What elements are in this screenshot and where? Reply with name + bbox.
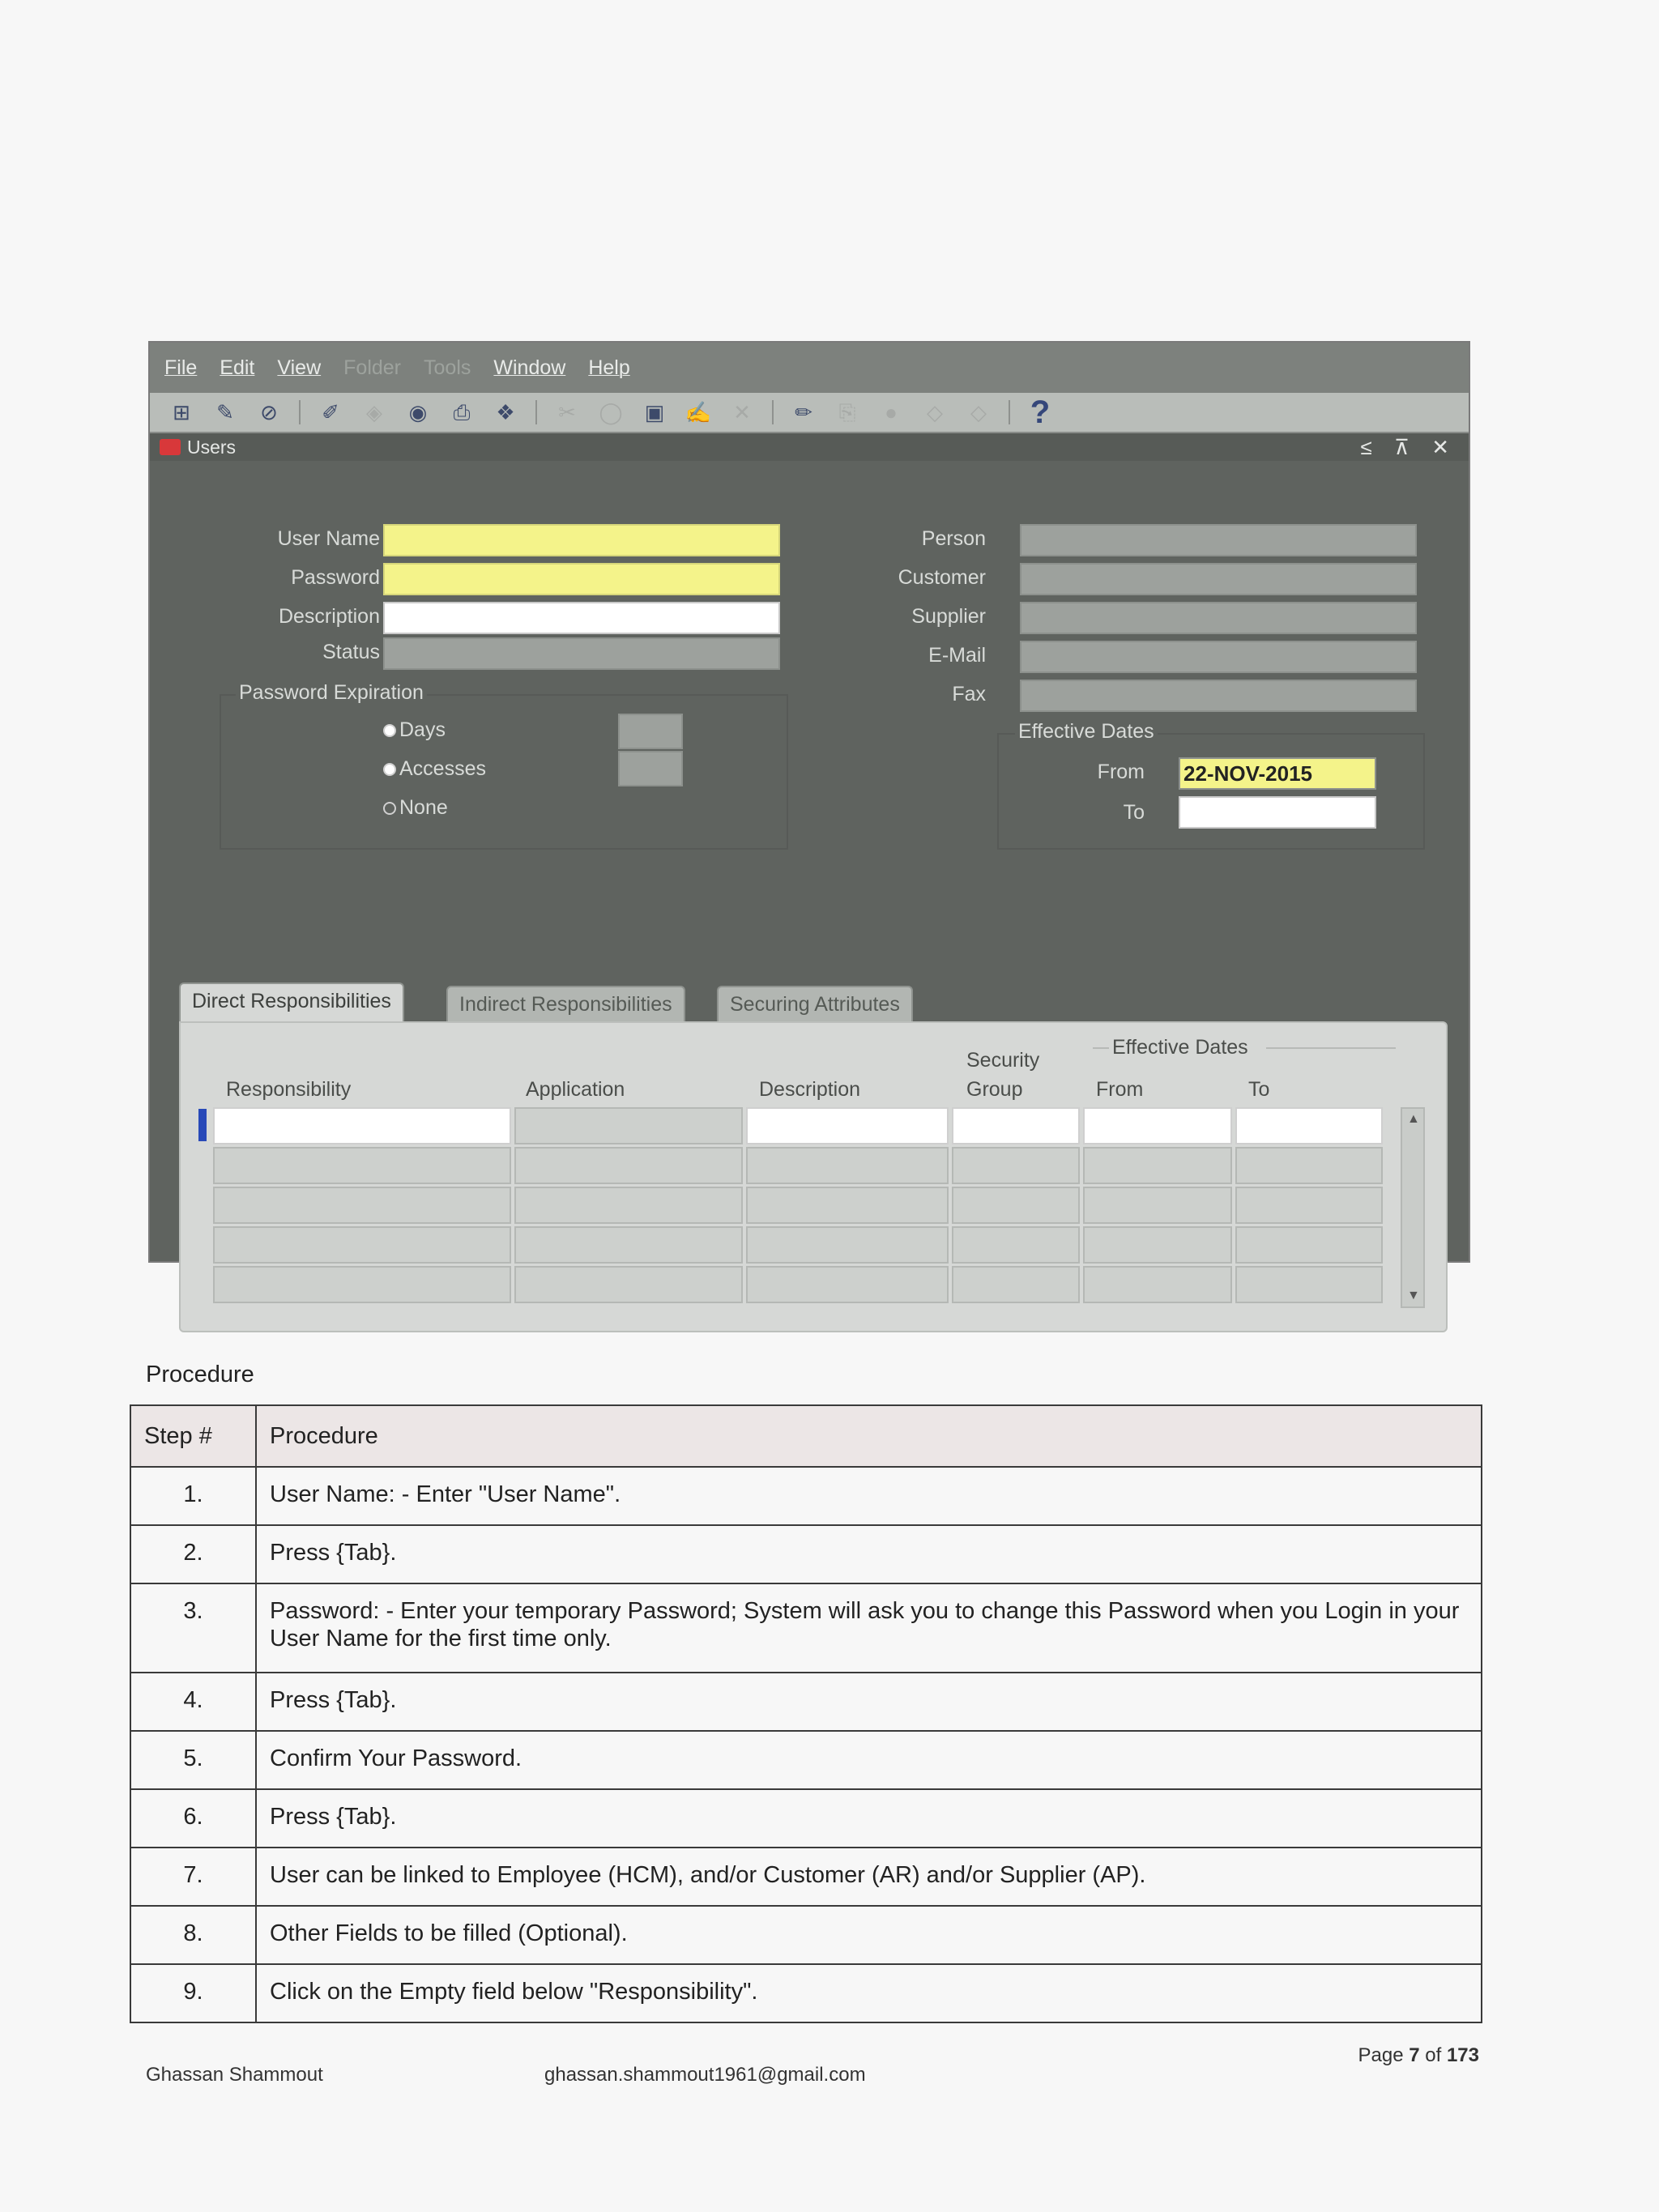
- edit-icon[interactable]: ✏: [795, 400, 812, 424]
- procedure-table: [130, 1404, 1482, 2023]
- table-row: [130, 1583, 1482, 1673]
- description-cell[interactable]: [746, 1226, 949, 1264]
- to-date-field[interactable]: [1179, 796, 1376, 829]
- accesses-field[interactable]: [618, 751, 683, 786]
- responsibility-cell[interactable]: [213, 1226, 511, 1264]
- step-text: Other Fields to be filled (Optional).: [256, 1906, 1482, 1964]
- table-header-row: [130, 1405, 1482, 1467]
- application-cell[interactable]: [514, 1226, 743, 1264]
- security-group-cell[interactable]: [952, 1107, 1080, 1144]
- paste-icon[interactable]: ▣: [644, 400, 665, 424]
- step-text: User can be linked to Employee (HCM), and/or Customer (AR) and/or Supplier (AP).: [256, 1848, 1482, 1906]
- security-group-cell[interactable]: [952, 1266, 1080, 1303]
- days-radio[interactable]: [383, 718, 446, 742]
- from-cell[interactable]: [1083, 1147, 1232, 1184]
- security-group-cell[interactable]: [952, 1147, 1080, 1184]
- password-expiration-group: [220, 681, 788, 850]
- from-cell[interactable]: [1083, 1226, 1232, 1264]
- step-number: 9.: [130, 1964, 256, 2022]
- procedure-heading: Procedure: [146, 1362, 254, 1387]
- user-name-field[interactable]: [383, 524, 780, 556]
- from-cell[interactable]: [1083, 1187, 1232, 1224]
- description-cell[interactable]: [746, 1107, 949, 1144]
- col-security-group-line2: Group: [966, 1078, 1023, 1101]
- delete-icon[interactable]: ✕: [733, 400, 751, 424]
- toolbar-separator: [772, 400, 774, 424]
- to-label: To: [1123, 801, 1145, 824]
- accesses-label: Accesses: [399, 757, 486, 780]
- user-name-label: User Name: [277, 527, 380, 550]
- table-row: [213, 1147, 1386, 1186]
- table-row: [130, 1525, 1482, 1583]
- to-cell[interactable]: [1235, 1107, 1383, 1144]
- toolbar-separator: [535, 400, 537, 424]
- step-number: 4.: [130, 1673, 256, 1731]
- translations-icon[interactable]: ◇: [927, 400, 943, 424]
- new-record-icon[interactable]: ⊞: [173, 400, 190, 424]
- step-number: 6.: [130, 1789, 256, 1848]
- tab-direct-responsibilities[interactable]: Direct Responsibilities: [179, 982, 404, 1023]
- email-label: E-Mail: [928, 644, 986, 667]
- none-radio[interactable]: [383, 796, 448, 820]
- responsibility-cell[interactable]: [213, 1147, 511, 1184]
- days-field[interactable]: [618, 714, 683, 749]
- navigate-icon[interactable]: ✎: [216, 400, 234, 424]
- password-expiration-label: Password Expiration: [236, 681, 427, 705]
- table-row: [213, 1226, 1386, 1265]
- days-label: Days: [399, 718, 446, 741]
- col-from: From: [1096, 1078, 1144, 1101]
- oracle-forms-window: [148, 341, 1470, 1302]
- description-label: Description: [278, 605, 380, 628]
- page-of: of: [1425, 2044, 1442, 2066]
- step-number: 2.: [130, 1525, 256, 1583]
- status-field[interactable]: [383, 637, 780, 670]
- col-responsibility: Responsibility: [226, 1078, 352, 1101]
- radio-selected-icon: [383, 724, 396, 737]
- col-procedure: Procedure: [256, 1405, 1482, 1467]
- description-cell[interactable]: [746, 1147, 949, 1184]
- to-cell[interactable]: [1235, 1187, 1383, 1224]
- copy-icon[interactable]: ◯: [599, 400, 623, 424]
- person-field[interactable]: [1020, 524, 1417, 556]
- help-icon[interactable]: ?: [1030, 394, 1051, 430]
- description-field[interactable]: [383, 602, 780, 634]
- table-row: [130, 1906, 1482, 1964]
- radio-selected-icon: [383, 763, 396, 776]
- supplier-label: Supplier: [911, 605, 986, 628]
- customer-field[interactable]: [1020, 563, 1417, 595]
- page-prefix: Page: [1358, 2044, 1404, 2066]
- menu-view[interactable]: View: [277, 356, 322, 379]
- window-title-bar: [150, 433, 1469, 461]
- fax-label: Fax: [952, 683, 986, 705]
- menu-window[interactable]: Window: [493, 356, 566, 379]
- to-cell[interactable]: [1235, 1226, 1383, 1264]
- step-text: Press {Tab}.: [256, 1525, 1482, 1583]
- col-to: To: [1248, 1078, 1270, 1101]
- page-number: [1358, 2044, 1480, 2067]
- toolbar: [150, 393, 1469, 433]
- password-label: Password: [291, 566, 380, 589]
- responsibility-cell[interactable]: [213, 1107, 511, 1144]
- step-text: User Name: - Enter "User Name".: [256, 1467, 1482, 1525]
- direct-responsibilities-panel: [179, 1021, 1448, 1332]
- save-icon[interactable]: ◈: [366, 400, 382, 424]
- col-step: Step #: [130, 1405, 256, 1467]
- cut-icon[interactable]: ✂: [558, 400, 576, 424]
- step-number: 3.: [130, 1583, 256, 1673]
- application-cell[interactable]: [514, 1107, 743, 1144]
- effective-dates-group: [997, 720, 1425, 850]
- from-label: From: [1097, 761, 1145, 783]
- description-cell[interactable]: [746, 1266, 949, 1303]
- current-record-indicator: [198, 1109, 207, 1141]
- step-text: Click on the Empty field below "Responsibility".: [256, 1964, 1482, 2022]
- col-description: Description: [759, 1078, 861, 1101]
- from-cell[interactable]: [1083, 1266, 1232, 1303]
- fax-field[interactable]: [1020, 680, 1417, 712]
- from-date-field[interactable]: 22-NOV-2015: [1179, 757, 1376, 790]
- step-number: 7.: [130, 1848, 256, 1906]
- menu-help[interactable]: Help: [588, 356, 630, 379]
- footer-author: Ghassan Shammout: [146, 2064, 323, 2086]
- toolbar-separator: [1009, 400, 1010, 424]
- table-row: [213, 1107, 1386, 1146]
- responsibilities-grid: [213, 1107, 1386, 1306]
- menu-bar: [150, 343, 1469, 393]
- next-step-icon[interactable]: ◉: [408, 400, 428, 424]
- step-text: Confirm Your Password.: [256, 1731, 1482, 1789]
- close-form-icon[interactable]: ❖: [496, 400, 515, 424]
- table-row: [130, 1731, 1482, 1789]
- scroll-down-icon[interactable]: ▼: [1407, 1289, 1420, 1302]
- step-number: 8.: [130, 1906, 256, 1964]
- col-application: Application: [526, 1078, 625, 1101]
- window-icon: [160, 439, 181, 455]
- vertical-scrollbar[interactable]: [1401, 1107, 1425, 1308]
- none-label: None: [399, 796, 448, 819]
- divider: [1093, 1047, 1109, 1049]
- window-controls[interactable]: ≤ ⊼ ✕: [1360, 435, 1457, 459]
- toolbar-separator: [299, 400, 301, 424]
- page-total: 173: [1446, 2044, 1479, 2066]
- person-label: Person: [921, 527, 986, 550]
- table-row: [213, 1266, 1386, 1305]
- table-row: [130, 1848, 1482, 1906]
- zoom-icon[interactable]: ⊘: [260, 400, 278, 424]
- print-icon[interactable]: ⎙: [453, 400, 471, 424]
- application-cell[interactable]: [514, 1147, 743, 1184]
- table-row: [130, 1789, 1482, 1848]
- password-field[interactable]: [383, 563, 780, 595]
- step-number: 1.: [130, 1467, 256, 1525]
- from-cell[interactable]: [1083, 1107, 1232, 1144]
- to-cell[interactable]: [1235, 1266, 1383, 1303]
- step-text: Press {Tab}.: [256, 1789, 1482, 1848]
- table-row: [213, 1187, 1386, 1225]
- footer-email: ghassan.shammout1961@gmail.com: [544, 2064, 866, 2086]
- tab-securing-attributes[interactable]: Securing Attributes: [717, 986, 913, 1023]
- responsibility-cell[interactable]: [213, 1187, 511, 1224]
- to-cell[interactable]: [1235, 1147, 1383, 1184]
- effective-dates-header: Effective Dates: [1112, 1036, 1248, 1059]
- menu-tools[interactable]: Tools: [424, 356, 471, 379]
- step-number: 5.: [130, 1731, 256, 1789]
- security-group-cell[interactable]: [952, 1226, 1080, 1264]
- radio-unselected-icon: [383, 802, 396, 815]
- menu-folder[interactable]: Folder: [343, 356, 402, 379]
- accesses-radio[interactable]: [383, 757, 486, 781]
- menu-edit[interactable]: Edit: [220, 356, 255, 379]
- supplier-field[interactable]: [1020, 602, 1417, 634]
- customer-label: Customer: [898, 566, 986, 589]
- scroll-up-icon[interactable]: ▲: [1407, 1112, 1420, 1126]
- page-current: 7: [1409, 2044, 1420, 2066]
- table-row: [130, 1673, 1482, 1731]
- translations-icon-2[interactable]: ◇: [970, 400, 987, 424]
- menu-file[interactable]: File: [164, 356, 198, 379]
- col-security-group: Security: [966, 1049, 1040, 1072]
- attachments-icon[interactable]: ⎘: [838, 400, 856, 424]
- responsibility-cell[interactable]: [213, 1266, 511, 1303]
- table-row: [130, 1964, 1482, 2022]
- step-text: Press {Tab}.: [256, 1673, 1482, 1731]
- divider: [1266, 1047, 1396, 1049]
- window-title: Users: [187, 436, 237, 458]
- new-icon[interactable]: ✍: [684, 400, 712, 424]
- application-cell[interactable]: [514, 1187, 743, 1224]
- application-cell[interactable]: [514, 1266, 743, 1303]
- effective-dates-label: Effective Dates: [1015, 720, 1158, 744]
- description-cell[interactable]: [746, 1187, 949, 1224]
- users-form: [150, 461, 1469, 1302]
- folder-tools-icon[interactable]: ●: [885, 400, 898, 424]
- security-group-cell[interactable]: [952, 1187, 1080, 1224]
- step-text: Password: - Enter your temporary Password; System will ask you to change this Password when you Login in your User Name for the first time only.: [256, 1583, 1482, 1673]
- open-folder-icon[interactable]: ✐: [322, 400, 339, 424]
- tab-indirect-responsibilities[interactable]: Indirect Responsibilities: [446, 986, 685, 1023]
- status-label: Status: [322, 641, 380, 663]
- email-field[interactable]: [1020, 641, 1417, 673]
- table-row: [130, 1467, 1482, 1525]
